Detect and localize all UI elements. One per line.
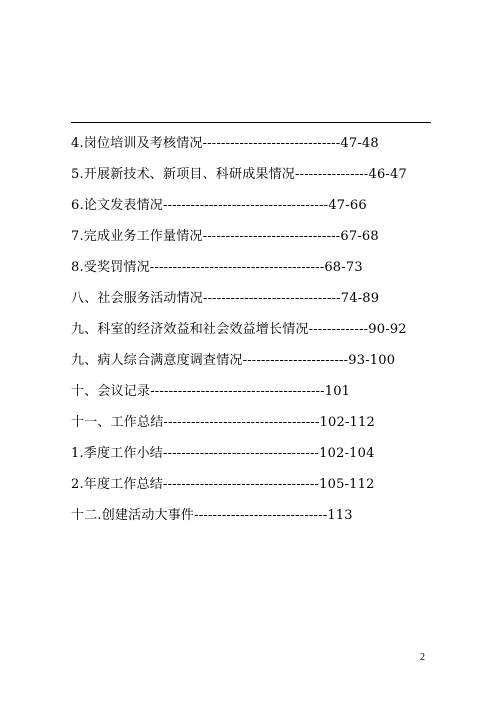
toc-entry-major-events: 十二.创建活动大事件-----------------------------113 — [71, 508, 353, 523]
toc-entry-meeting-records: 十、会议记录--------------------------------------101 — [71, 384, 351, 399]
toc-entry-satisfaction-survey: 九、病人综合满意度调查情况-----------------------93-100 — [71, 353, 396, 368]
toc-entry-papers: 6.论文发表情况------------------------------------47-66 — [71, 198, 367, 213]
toc-entry-quarterly-summary: 1.季度工作小结----------------------------------102-104 — [71, 446, 375, 461]
toc-entry-annual-summary: 2.年度工作总结----------------------------------105-112 — [71, 477, 375, 492]
header-rule — [71, 122, 431, 123]
toc-entry-benefit-growth: 九、科室的经济效益和社会效益增长情况-------------90-92 — [71, 322, 407, 337]
toc-entry-post-training: 4.岗位培训及考核情况------------------------------47-48 — [71, 136, 379, 151]
page-number: 2 — [420, 652, 425, 663]
table-of-contents — [71, 134, 431, 537]
toc-entry-work-summary: 十一、工作总结----------------------------------102-112 — [71, 415, 375, 430]
toc-entry-new-technology: 5.开展新技术、新项目、科研成果情况----------------46-47 — [71, 167, 407, 182]
toc-entry-social-service: 八、社会服务活动情况------------------------------74-89 — [71, 291, 380, 306]
toc-entry-workload: 7.完成业务工作量情况------------------------------67-68 — [71, 229, 379, 244]
toc-entry-rewards: 8.受奖罚情况--------------------------------------68-73 — [71, 260, 363, 275]
